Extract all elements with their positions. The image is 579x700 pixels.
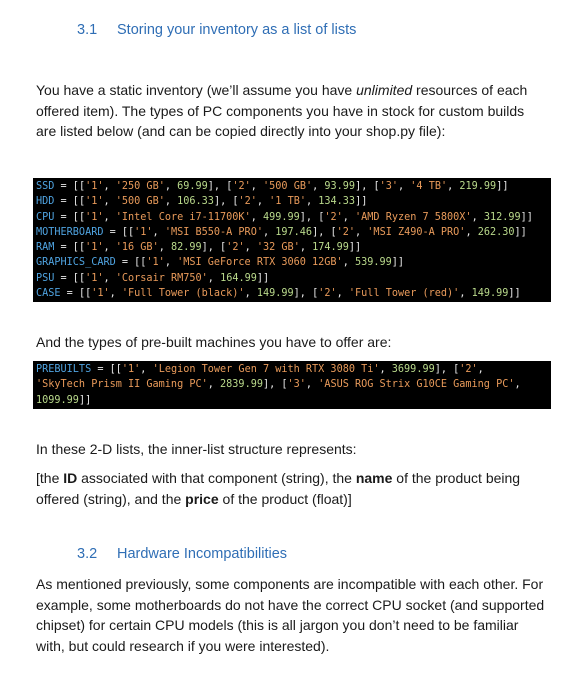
code-punctuation: , — [342, 257, 355, 269]
code-punctuation: , — [459, 288, 472, 300]
code-number: 262.30 — [477, 226, 515, 238]
code-string: 'Intel Core i7-11700K' — [115, 211, 251, 223]
code-punctuation: , — [305, 196, 319, 208]
code-punctuation: , — [355, 226, 368, 238]
code-string: '3' — [379, 181, 399, 192]
code-number: 93.99 — [324, 181, 356, 192]
code-number: 69.99 — [177, 181, 208, 192]
code-punctuation: , — [398, 181, 411, 192]
code-punctuation: = [[ — [54, 211, 86, 223]
code-string: '2' — [226, 242, 245, 254]
code-punctuation: , — [158, 242, 171, 254]
code-string: '250 GB' — [115, 181, 165, 192]
code-string: '1' — [121, 364, 141, 375]
code-punctuation: ]] — [348, 242, 362, 254]
code-variable: RAM — [36, 242, 55, 254]
code-punctuation: = [[ — [54, 242, 86, 254]
bold-name: name — [355, 470, 393, 486]
code-punctuation: , — [152, 226, 165, 238]
code-punctuation: ], [ — [434, 364, 460, 375]
code-punctuation: ], [ — [262, 379, 288, 391]
code-number: 312.99 — [483, 211, 521, 223]
section-title: Storing your inventory as a list of lists — [117, 22, 357, 38]
code-punctuation: , — [471, 211, 484, 223]
code-punctuation: , — [103, 242, 116, 254]
code-variable: HDD — [36, 196, 55, 208]
code-punctuation: , — [250, 211, 263, 223]
code-punctuation: , — [244, 288, 257, 300]
code-punctuation: ], [ — [312, 226, 337, 238]
code-punctuation: , — [207, 272, 221, 284]
code-punctuation: ]] — [391, 257, 405, 269]
emphasis-unlimited: unlimited — [356, 82, 413, 98]
code-string: '1' — [85, 196, 104, 208]
code-line — [36, 362, 548, 377]
code-punctuation: = [[ — [103, 226, 135, 238]
code-punctuation: , — [379, 364, 392, 375]
code-punctuation: = [[ — [115, 257, 147, 269]
code-punctuation: , — [305, 379, 319, 391]
code-string: 'MSI Z490-A PRO' — [367, 226, 466, 238]
code-punctuation: ]] — [514, 226, 527, 238]
code-string: '1 TB' — [269, 196, 306, 208]
code-punctuation: , — [514, 379, 521, 391]
code-variable: SSD — [36, 181, 55, 192]
section-title: Hardware Incompatibilities — [117, 546, 288, 562]
code-line — [36, 393, 548, 408]
code-number: 1099.99 — [36, 394, 79, 406]
code-punctuation: , — [312, 181, 325, 192]
code-line — [36, 210, 548, 225]
code-string: '3' — [287, 379, 306, 391]
code-punctuation: ], [ — [355, 181, 380, 192]
code-string: 'Legion Tower Gen 7 with RTX 3080 Ti' — [152, 364, 380, 375]
code-line — [36, 377, 548, 392]
code-number: 149.99 — [471, 288, 509, 300]
code-string: '500 GB' — [263, 181, 313, 192]
code-punctuation: , — [250, 181, 264, 192]
intro-paragraph: You have a static inventory (we’ll assume you have unlimited resources of each offered item). The types of PC components you have in stock for custom builds are listed below (and can be copied directly into your shop.py file): — [36, 82, 528, 139]
code-string: 'MSI B550-A PRO' — [164, 226, 263, 238]
code-punctuation: = [[ — [54, 272, 86, 284]
code-punctuation: , — [103, 181, 116, 192]
code-string: '1' — [85, 272, 104, 284]
code-number: 499.99 — [262, 211, 300, 223]
code-number: 219.99 — [459, 181, 497, 192]
code-string: 'Corsair RM750' — [115, 272, 208, 284]
code-string: '1' — [85, 242, 104, 254]
code-number: 539.99 — [354, 257, 392, 269]
code-punctuation: ]] — [78, 394, 92, 406]
code-string: '2' — [336, 226, 356, 238]
code-punctuation: ]] — [355, 196, 368, 208]
structure-description: [the ID associated with that component (string), the name of the product being offered (string), and the price of the product (float)] — [36, 470, 521, 507]
code-variable: PREBUILTS — [36, 364, 92, 375]
code-punctuation: = [[ — [54, 196, 86, 208]
code-punctuation: = [[ — [60, 288, 92, 300]
bold-id: ID — [63, 470, 78, 486]
code-string: '1' — [85, 181, 104, 192]
code-number: 164.99 — [220, 272, 257, 284]
code-string: '16 GB' — [115, 242, 159, 254]
code-punctuation: ]] — [496, 181, 509, 192]
prebuilt-intro: And the types of pre-built machines you have to offer are: — [36, 334, 392, 350]
code-number: 174.99 — [312, 242, 349, 254]
code-punctuation: = [[ — [54, 181, 86, 192]
code-punctuation: , — [103, 196, 116, 208]
code-string: '1' — [85, 211, 104, 223]
code-punctuation: , — [244, 242, 257, 254]
section-heading-3-2 — [77, 546, 287, 562]
code-punctuation: , — [109, 288, 122, 300]
prebuilt-code-block — [33, 361, 551, 409]
code-punctuation: ], [ — [293, 288, 319, 300]
code-string: '1' — [91, 288, 110, 300]
code-punctuation: ], [ — [207, 181, 233, 192]
code-punctuation: , — [299, 242, 313, 254]
section-number: 3.1 — [77, 22, 98, 38]
code-punctuation: , — [256, 196, 270, 208]
code-string: '32 GB' — [256, 242, 300, 254]
code-punctuation: ], [ — [213, 196, 239, 208]
code-string: '2' — [318, 288, 337, 300]
code-variable: CASE — [36, 288, 61, 300]
code-number: 197.46 — [275, 226, 313, 238]
code-punctuation: ], [ — [299, 211, 325, 223]
code-punctuation: , — [336, 288, 349, 300]
code-punctuation: ]] — [520, 211, 533, 223]
structure-intro: In these 2-D lists, the inner-list structure represents: — [36, 441, 357, 457]
code-punctuation: , — [342, 211, 356, 223]
code-variable: MOTHERBOARD — [36, 226, 104, 238]
code-line — [36, 255, 548, 270]
code-punctuation: , — [103, 211, 116, 223]
code-string: '500 GB' — [115, 196, 165, 208]
code-punctuation: , — [103, 272, 116, 284]
code-line — [36, 240, 548, 255]
code-string: '2' — [324, 211, 343, 223]
code-punctuation: , — [164, 257, 178, 269]
code-line — [36, 179, 548, 194]
code-punctuation: ]] — [256, 272, 270, 284]
code-string: '4 TB' — [410, 181, 448, 192]
code-line — [36, 286, 548, 301]
code-punctuation: , — [164, 181, 178, 192]
code-string: 'Full Tower (red)' — [348, 288, 460, 300]
code-punctuation: , — [207, 379, 221, 391]
code-punctuation: , — [262, 226, 276, 238]
code-line — [36, 225, 548, 240]
section-heading-3-1 — [77, 22, 356, 38]
code-variable: CPU — [36, 211, 55, 223]
code-number: 2839.99 — [220, 379, 263, 391]
code-number: 106.33 — [177, 196, 214, 208]
code-number: 149.99 — [256, 288, 294, 300]
code-string: 'MSI GeForce RTX 3060 12GB' — [177, 257, 343, 269]
code-number: 3699.99 — [391, 364, 435, 375]
code-string: '1' — [146, 257, 165, 269]
inventory-code-block — [33, 178, 551, 302]
code-string: 'ASUS ROG Strix G10CE Gaming PC' — [318, 379, 515, 391]
code-punctuation: , — [164, 196, 178, 208]
code-variable: PSU — [36, 272, 55, 284]
code-number: 134.33 — [318, 196, 356, 208]
code-string: '2' — [232, 181, 251, 192]
bold-price: price — [185, 490, 219, 507]
code-punctuation: ], [ — [201, 242, 227, 254]
code-punctuation: ]] — [508, 288, 521, 300]
code-string: '2' — [459, 364, 478, 375]
code-punctuation: = [[ — [91, 364, 122, 375]
code-punctuation: , — [140, 364, 153, 375]
code-string: 'SkyTech Prism II Gaming PC' — [36, 379, 208, 391]
code-punctuation: , — [465, 226, 478, 238]
code-variable: GRAPHICS_CARD — [36, 257, 116, 269]
code-string: 'AMD Ryzen 7 5800X' — [355, 211, 472, 223]
code-punctuation: , — [447, 181, 460, 192]
section-number: 3.2 — [77, 546, 98, 562]
code-string: '1' — [134, 226, 153, 238]
code-line — [36, 271, 548, 286]
code-string: '2' — [238, 196, 257, 208]
incompatibilities-paragraph: As mentioned previously, some components are incompatible with each other. For example, some motherboards do not have the correct CPU socket (and supported chipset) for certain CPU models (this is all jargon you don’t need to be familiar with, but could research if you were interested). — [36, 576, 545, 654]
code-line — [36, 194, 548, 209]
code-number: 82.99 — [170, 242, 202, 254]
code-string: 'Full Tower (black)' — [121, 288, 245, 300]
code-punctuation: , — [477, 364, 484, 375]
